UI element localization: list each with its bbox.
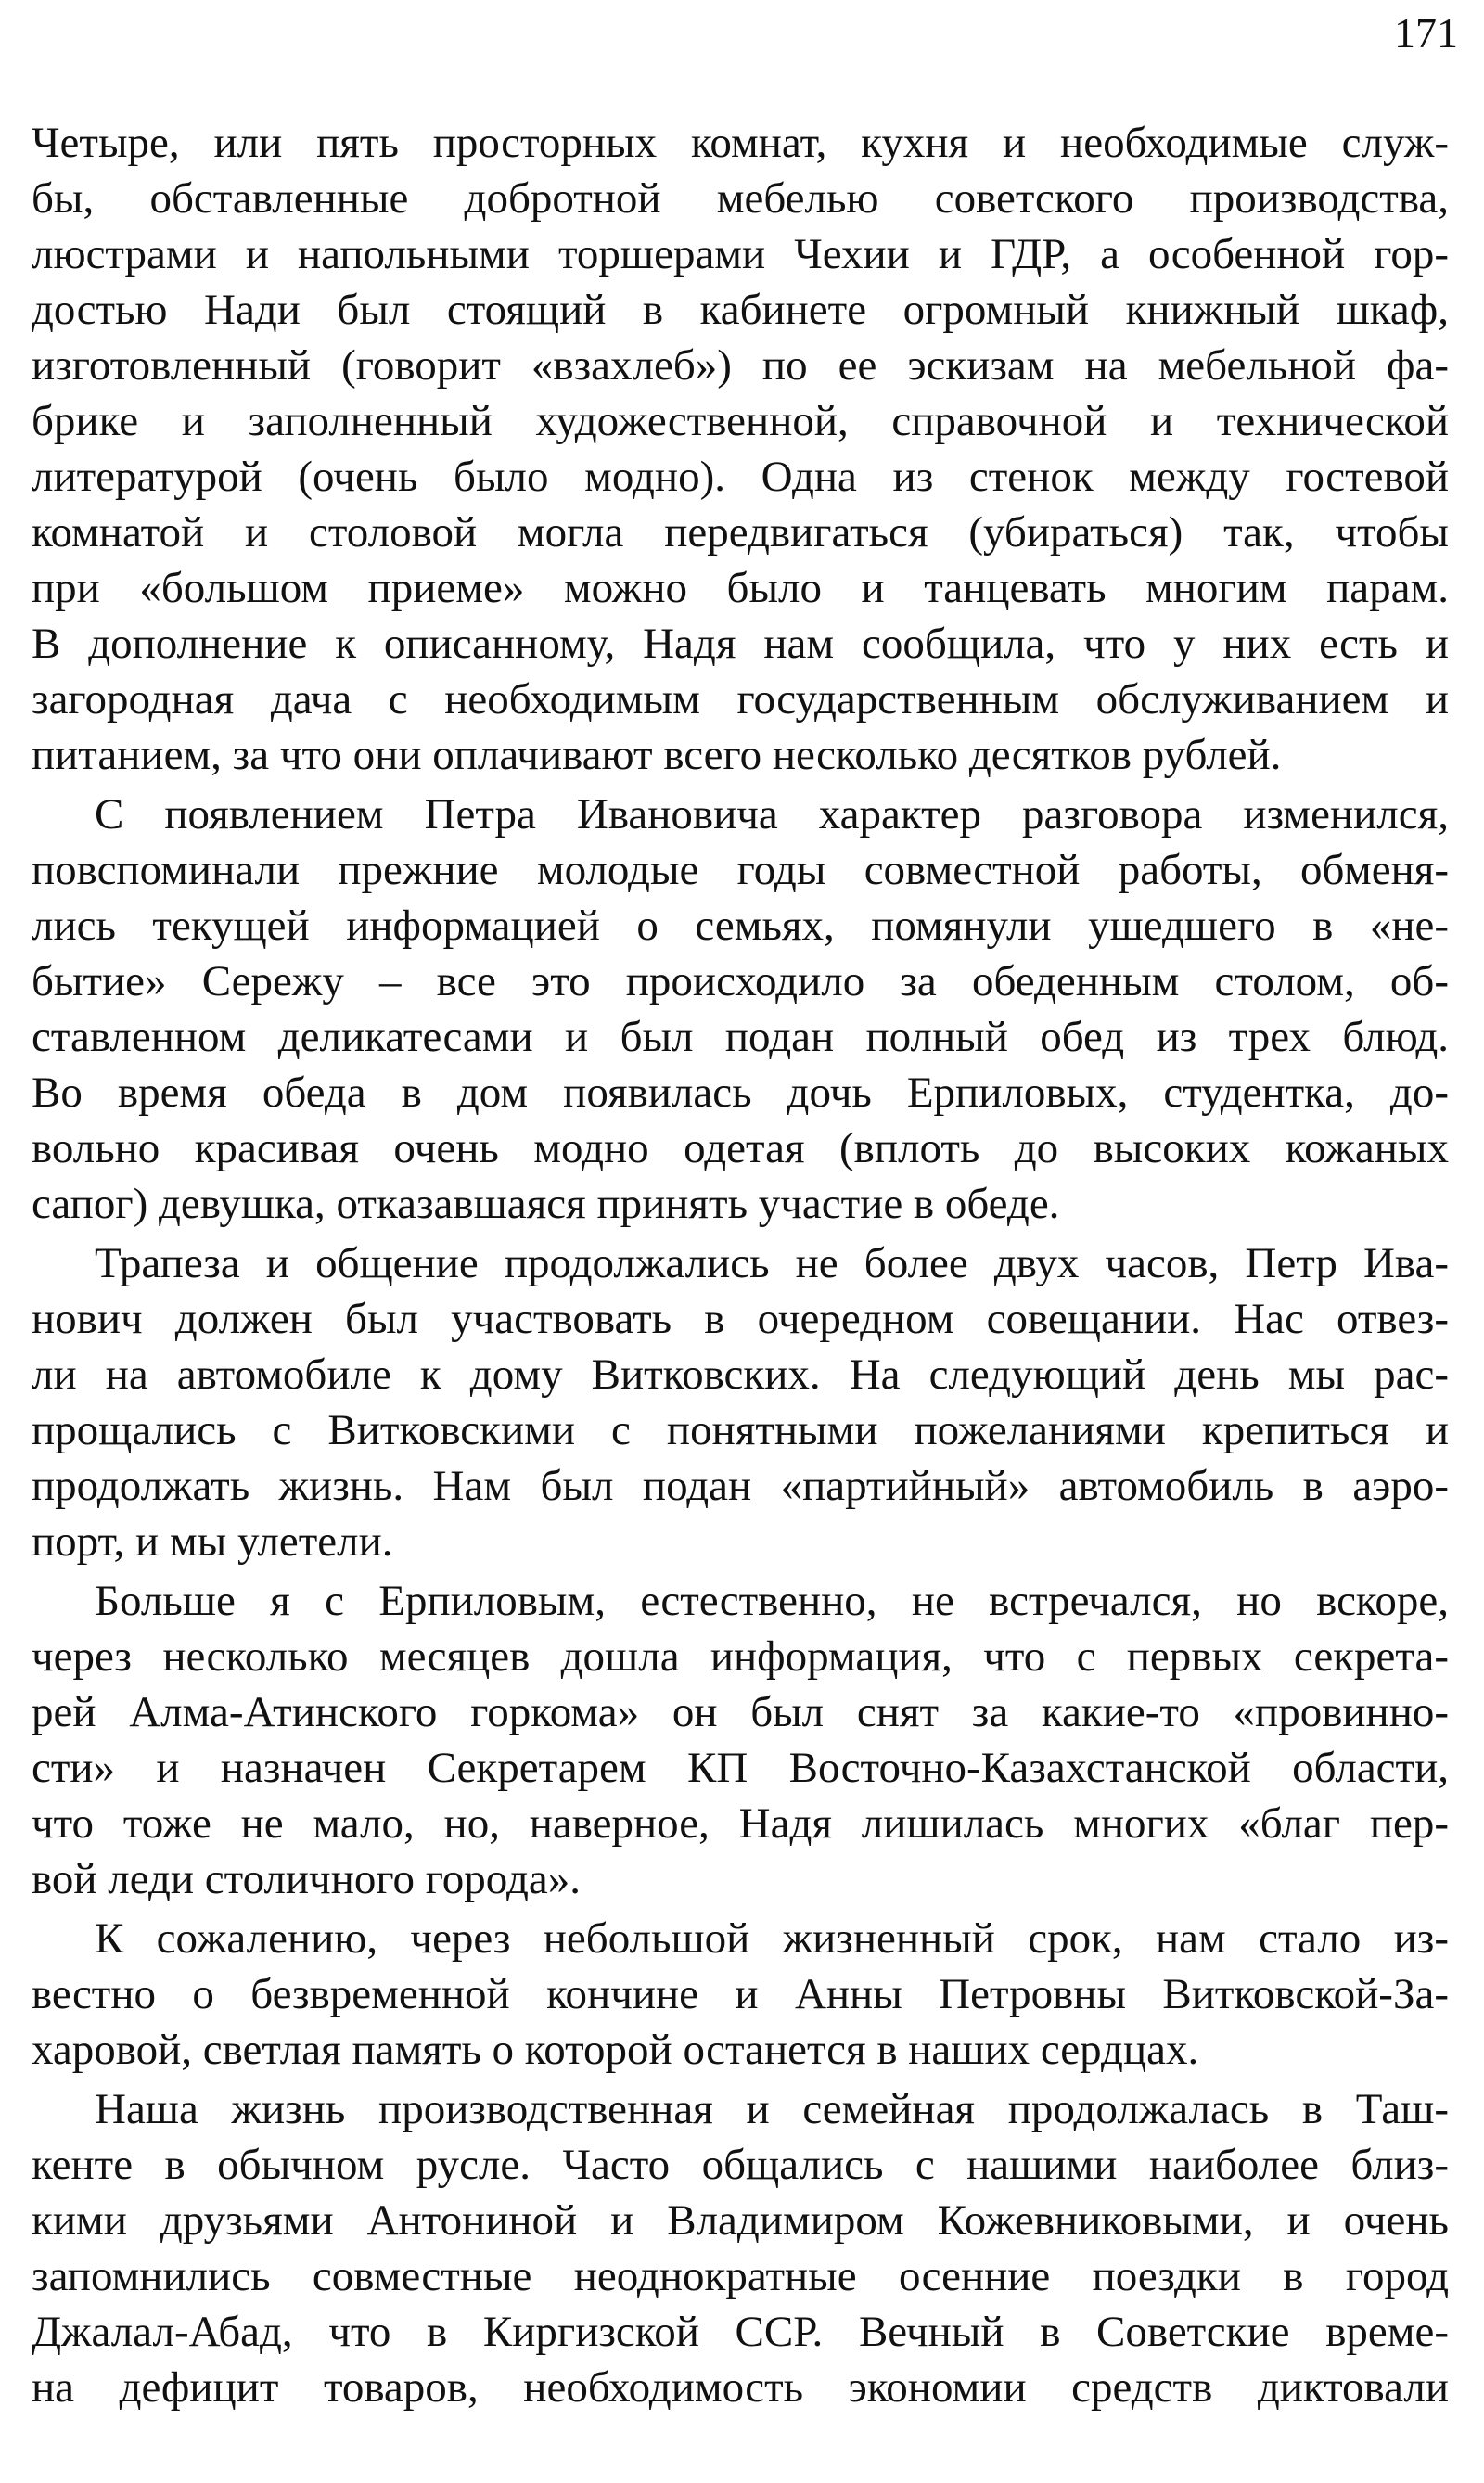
text-line: питанием, за что они оплачивают всего несколько десятков рублей. xyxy=(32,731,1282,779)
text-line: вой леди столичного города». xyxy=(32,1855,581,1903)
text-line: вольно красивая очень модно одетая (вплоть до высоких кожаных xyxy=(32,1124,1449,1172)
text-line: продолжать жизнь. Нам был подан «партийный» автомобиль в аэро- xyxy=(32,1462,1449,1510)
text-line: порт, и мы улетели. xyxy=(32,1517,393,1566)
paragraph xyxy=(32,787,1449,1232)
text-line: нович должен был участвовать в очередном совещании. Нас отвез- xyxy=(32,1295,1449,1343)
paragraph xyxy=(32,1235,1449,1569)
page-number: 171 xyxy=(1394,9,1458,57)
text-line: Больше я с Ерпиловым, естественно, не встречался, но вскоре, xyxy=(95,1577,1449,1625)
text-line: загородная дача с необходимым государственным обслуживанием и xyxy=(32,675,1449,723)
text-line: вестно о безвременной кончине и Анны Петровны Витковской-За- xyxy=(32,1970,1449,2018)
text-line: достью Нади был стоящий в кабинете огромный книжный шкаф, xyxy=(32,286,1449,334)
paragraph xyxy=(32,1573,1449,1907)
text-line: С появлением Петра Ивановича характер разговора изменился, xyxy=(95,790,1449,838)
text-line: лись текущей информацией о семьях, помянули ушедшего в «не- xyxy=(32,902,1449,950)
text-line: Во время обеда в дом появилась дочь Ерпиловых, студентка, до- xyxy=(32,1069,1449,1117)
text-line: бытие» Сережу – все это происходило за обеденным столом, об- xyxy=(32,957,1449,1005)
text-line: бы, обставленные добротной мебелью советского производства, xyxy=(32,174,1449,223)
text-line: при «большом приеме» можно было и танцевать многим парам. xyxy=(32,564,1449,612)
text-line: ли на автомобиле к дому Витковских. На следующий день мы рас- xyxy=(32,1350,1449,1399)
text-line: брике и заполненный художественной, справочной и технической xyxy=(32,397,1449,445)
text-line: запомнились совместные неоднократные осенние поездки в город xyxy=(32,2252,1449,2300)
text-line: литературой (очень было модно). Одна из стенок между гостевой xyxy=(32,453,1449,501)
paragraph xyxy=(32,2081,1449,2415)
page-body xyxy=(32,115,1449,2419)
paragraph xyxy=(32,1911,1449,2078)
text-line: что тоже не мало, но, наверное, Надя лишилась многих «благ пер- xyxy=(32,1799,1449,1848)
text-line: харовой, светлая память о которой останется в наших сердцах. xyxy=(32,2026,1199,2074)
text-line: прощались с Витковскими с понятными пожеланиями крепиться и xyxy=(32,1406,1449,1454)
text-line: через несколько месяцев дошла информация, что с первых секрета- xyxy=(32,1632,1449,1681)
text-line: Наша жизнь производственная и семейная продолжалась в Таш- xyxy=(95,2085,1449,2133)
text-line: кенте в обычном русле. Часто общались с нашими наиболее близ- xyxy=(32,2141,1449,2189)
text-line: Четыре, или пять просторных комнат, кухня и необходимые служ- xyxy=(32,119,1449,167)
text-line: ставленном деликатесами и был подан полный обед из трех блюд. xyxy=(32,1013,1449,1061)
text-line: Джалал-Абад, что в Киргизской ССР. Вечный в Советские време- xyxy=(32,2308,1449,2356)
text-line: повспоминали прежние молодые годы совместной работы, обменя- xyxy=(32,846,1449,894)
text-line: комнатой и столовой могла передвигаться (убираться) так, чтобы xyxy=(32,508,1449,557)
text-line: изготовленный (говорит «взахлеб») по ее эскизам на мебельной фа- xyxy=(32,341,1449,390)
text-line: В дополнение к описанному, Надя нам сообщила, что у них есть и xyxy=(32,620,1449,668)
text-line: кими друзьями Антониной и Владимиром Кожевниковыми, и очень xyxy=(32,2196,1449,2245)
text-line: рей Алма-Атинского горкома» он был снят за какие-то «провинно- xyxy=(32,1688,1449,1736)
text-line: К сожалению, через небольшой жизненный срок, нам стало из- xyxy=(95,1914,1449,1963)
text-line: люстрами и напольными торшерами Чехии и ГДР, а особенной гор- xyxy=(32,230,1449,278)
text-line: Трапеза и общение продолжались не более двух часов, Петр Ива- xyxy=(95,1239,1449,1287)
text-line: сти» и назначен Секретарем КП Восточно-Казахстанской области, xyxy=(32,1744,1449,1792)
text-line: на дефицит товаров, необходимость экономии средств диктовали xyxy=(32,2363,1449,2412)
paragraph xyxy=(32,115,1449,783)
text-line: сапог) девушка, отказавшаяся принять участие в обеде. xyxy=(32,1180,1060,1228)
